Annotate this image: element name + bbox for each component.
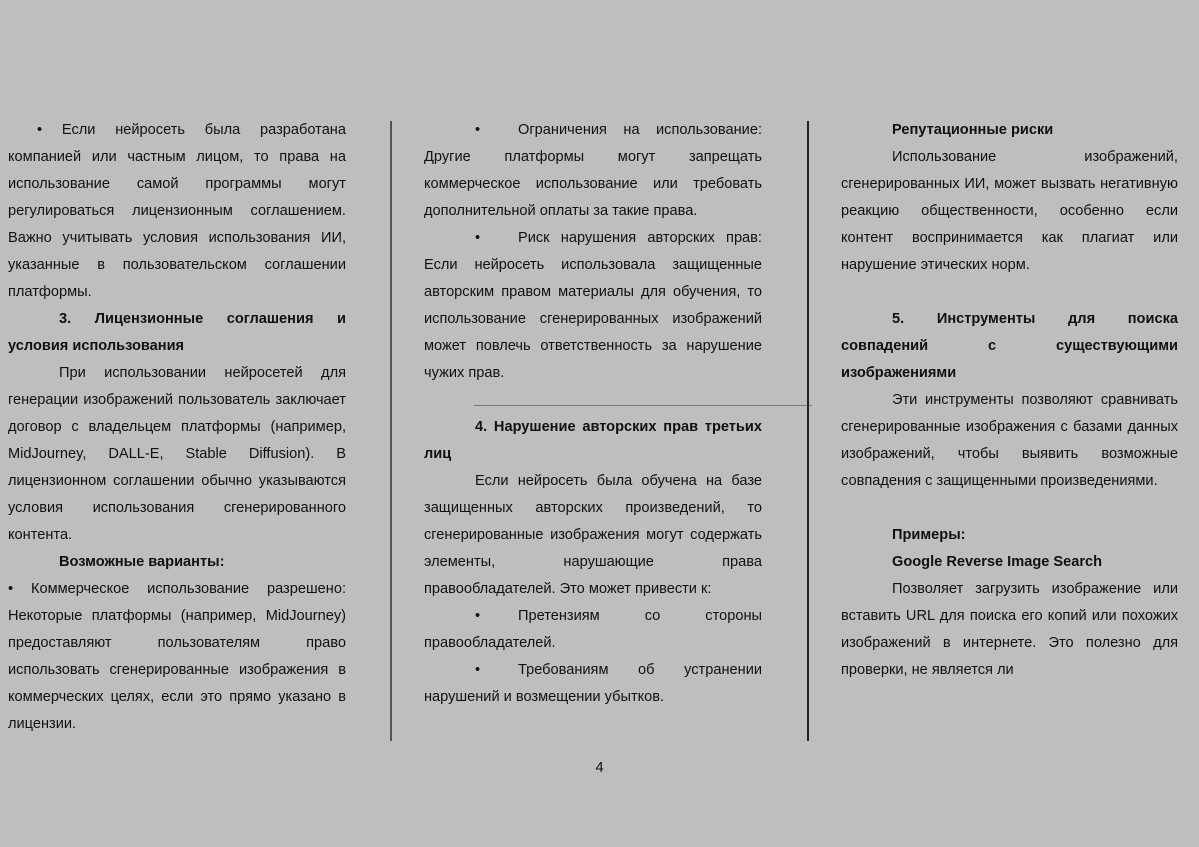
bullet-item-copyright-risk: • Риск нарушения авторских прав: Если нейросеть использовала защищенные авторским правом материалы для обучения, то использование сгенерированных изображений может повлечь ответственность за нарушение чужих прав. <box>424 225 762 387</box>
paragraph-license-agreement: При использовании нейросетей для генерации изображений пользователь заключает договор с владельцем платформы (например, MidJourney, DALL-E, Stable Diffusion). В лицензионном соглашении обычно указываются условия использования сгенерированного контента. <box>8 365 346 543</box>
subheading-examples: Примеры: <box>892 527 966 543</box>
bullet-icon: • <box>475 608 481 624</box>
bullet-item-claims: • Претензиям со стороны правообладателей. <box>424 603 762 657</box>
bullet-icon: • <box>475 662 481 678</box>
paragraph-reputation: Использование изображений, сгенерированных ИИ, может вызвать негативную реакцию общественности, особенно если контент воспринимается как плагиат или нарушение этических норм. <box>841 149 1178 273</box>
column-divider-1 <box>390 121 392 741</box>
section-heading-3: 3. Лицензионные соглашения и условия использования <box>8 311 346 354</box>
paragraph-third-party-infringement: Если нейросеть была обучена на базе защищенных авторских произведений, то сгенерированные изображения могут содержать элементы, нарушающие права правообладателей. Это может привести к: <box>424 473 762 597</box>
bullet-icon: • <box>475 122 481 138</box>
column-1 <box>8 117 346 738</box>
paragraph-google-reverse: Позволяет загрузить изображение или вставить URL для поиска его копий или похожих изображений в интернете. Это полезно для проверки, не является ли <box>841 581 1178 678</box>
page-number: 4 <box>595 760 604 776</box>
subheading-google-reverse-image-search: Google Reverse Image Search <box>892 554 1103 570</box>
subheading-options: Возможные варианты: <box>59 554 225 570</box>
section-heading-5: 5. Инструменты для поиска совпадений с существующими изображениями <box>841 311 1178 381</box>
bullet-item-ai-developer-rights: • Если нейросеть была разработана компанией или частным лицом, то права на использование самой программы могут регулироваться лицензионным соглашением. Важно учитывать условия использования ИИ, указанные в пользовательском соглашении платформы. <box>8 122 346 300</box>
column-divider-2 <box>807 121 809 741</box>
horizontal-divider <box>474 405 812 406</box>
column-2 <box>424 117 762 711</box>
bullet-icon: • <box>8 581 14 597</box>
bullet-item-usage-restrictions: • Ограничения на использование: Другие платформы могут запрещать коммерческое использование или требовать дополнительной оплаты за такие права. <box>424 117 762 225</box>
column-3 <box>841 117 1178 684</box>
section-heading-4: 4. Нарушение авторских прав третьих лиц <box>424 419 762 462</box>
bullet-item-damages: • Требованиям об устранении нарушений и возмещении убытков. <box>424 657 762 711</box>
bullet-item-commercial-allowed: • Коммерческое использование разрешено: Некоторые платформы (например, MidJourney) предоставляют пользователям право использовать сгенерированные изображения в коммерческих целях, если это прямо указано в лицензии. <box>8 581 346 732</box>
bullet-icon: • <box>37 122 43 138</box>
subheading-reputation-risks: Репутационные риски <box>892 122 1054 138</box>
bullet-icon: • <box>475 230 481 246</box>
paragraph-tools: Эти инструменты позволяют сравнивать сгенерированные изображения с базами данных изображений, чтобы выявить возможные совпадения с защищенными произведениями. <box>841 392 1178 489</box>
